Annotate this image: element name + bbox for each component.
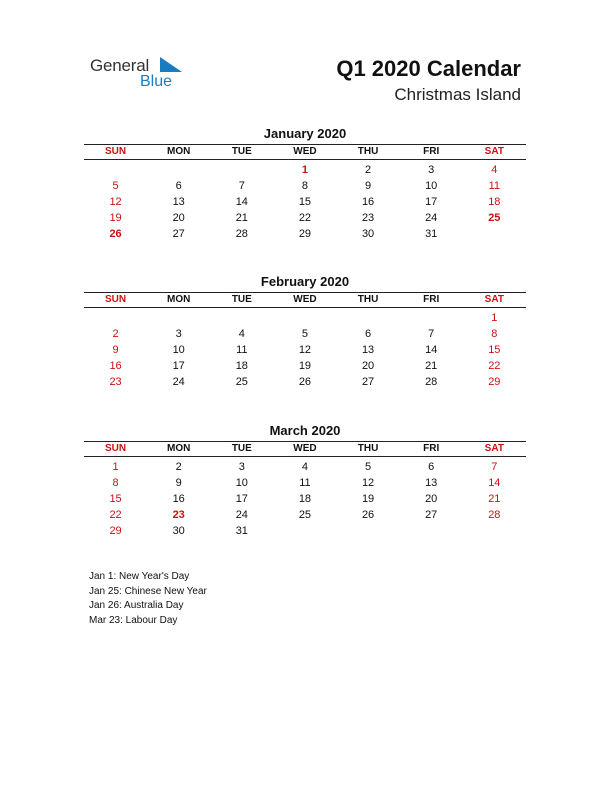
day-cell: 11 [299, 477, 311, 489]
day-cell: 12 [298, 344, 312, 356]
day-cell: 25 [488, 212, 501, 224]
day-cell: 5 [365, 461, 372, 473]
day-cell: 28 [235, 228, 248, 240]
day-cell: 2 [365, 164, 372, 176]
holiday-note: Jan 1: New Year's Day [89, 571, 190, 582]
weekday-sat: SAT [484, 294, 504, 305]
day-cell: 29 [488, 376, 501, 388]
day-cell: 29 [298, 228, 312, 240]
weekday-fri: FRI [423, 294, 440, 305]
day-cell: 10 [425, 180, 438, 192]
day-cell: 12 [361, 477, 375, 489]
day-cell: 6 [428, 461, 435, 473]
weekday-thu: THU [357, 146, 379, 157]
logo-general-text: General [90, 56, 150, 75]
day-cell: 15 [298, 196, 312, 208]
day-cell: 11 [236, 344, 248, 356]
day-cell: 14 [488, 477, 501, 489]
day-cell: 5 [301, 328, 308, 340]
day-cell: 21 [235, 212, 248, 224]
day-cell: 3 [175, 328, 182, 340]
page-title: Q1 2020 Calendar [336, 56, 521, 81]
holiday-note: Jan 25: Chinese New Year [89, 585, 207, 597]
day-cell: 6 [365, 328, 372, 340]
empty-cell [147, 310, 210, 326]
day-cell: 10 [172, 344, 185, 356]
empty-cell [337, 310, 400, 326]
day-cell: 20 [425, 493, 438, 505]
day-cell: 27 [361, 376, 375, 388]
day-cell: 17 [425, 196, 438, 208]
day-cell: 8 [301, 180, 308, 192]
weekday-sun: SUN [105, 443, 127, 454]
day-grid [84, 310, 526, 390]
day-cell: 15 [109, 493, 122, 505]
day-cell: 4 [301, 461, 308, 473]
day-cell: 6 [175, 180, 182, 192]
weekday-fri: FRI [423, 146, 440, 157]
day-cell: 21 [425, 360, 438, 372]
day-cell: 9 [175, 477, 182, 489]
weekday-thu: THU [357, 443, 379, 454]
day-cell: 23 [172, 509, 185, 521]
day-cell: 19 [361, 493, 375, 505]
day-cell: 7 [428, 328, 435, 340]
weekday-sun: SUN [105, 146, 127, 157]
weekday-tue: TUE [231, 294, 252, 305]
day-cell: 10 [235, 477, 248, 489]
logo [90, 56, 190, 96]
day-cell: 27 [172, 228, 185, 240]
empty-cell [84, 310, 147, 326]
day-cell: 4 [491, 164, 498, 176]
weekday-sat: SAT [484, 146, 504, 157]
holiday-notes [89, 570, 207, 628]
day-cell: 19 [298, 360, 312, 372]
day-cell: 18 [298, 493, 312, 505]
day-cell: 26 [298, 376, 312, 388]
day-cell: 2 [175, 461, 182, 473]
day-cell: 31 [425, 228, 438, 240]
day-cell: 21 [488, 493, 501, 505]
weekday-wed: WED [293, 443, 317, 454]
month-march [84, 421, 526, 539]
day-cell: 28 [488, 509, 501, 521]
day-cell: 24 [425, 212, 438, 224]
day-cell: 9 [365, 180, 372, 192]
empty-cell [400, 310, 463, 326]
month-title: January 2020 [263, 126, 347, 141]
month-february [84, 272, 526, 390]
day-cell: 1 [112, 461, 119, 473]
day-cell: 24 [172, 376, 185, 388]
day-cell: 14 [235, 196, 248, 208]
day-cell: 23 [109, 376, 122, 388]
day-cell: 2 [112, 328, 119, 340]
day-grid [84, 459, 526, 539]
day-cell: 13 [425, 477, 438, 489]
empty-cell [273, 310, 336, 326]
day-cell: 3 [238, 461, 245, 473]
day-cell: 23 [361, 212, 375, 224]
day-cell: 7 [238, 180, 245, 192]
empty-cell [210, 310, 273, 326]
day-cell: 17 [235, 493, 248, 505]
day-cell: 16 [361, 196, 375, 208]
weekday-sun: SUN [105, 294, 127, 305]
day-cell: 14 [425, 344, 438, 356]
day-cell: 22 [109, 509, 122, 521]
day-cell: 8 [112, 477, 119, 489]
day-cell: 29 [109, 525, 122, 537]
day-cell: 22 [488, 360, 501, 372]
day-cell: 16 [172, 493, 185, 505]
day-cell: 13 [172, 196, 185, 208]
weekday-header [84, 292, 526, 308]
day-cell: 7 [491, 461, 498, 473]
day-cell: 19 [109, 212, 122, 224]
weekday-wed: WED [293, 294, 317, 305]
day-cell: 26 [361, 509, 375, 521]
month-title: February 2020 [260, 274, 350, 289]
day-cell: 12 [109, 196, 122, 208]
day-cell: 9 [112, 344, 119, 356]
day-cell: 1 [301, 164, 308, 176]
day-cell: 22 [298, 212, 312, 224]
weekday-sat: SAT [484, 443, 504, 454]
day-cell: 15 [488, 344, 501, 356]
day-cell: 5 [112, 180, 119, 192]
weekday-header [84, 441, 526, 457]
empty-cell [147, 162, 210, 178]
day-cell: 25 [235, 376, 248, 388]
day-cell: 24 [235, 509, 248, 521]
day-cell: 26 [109, 228, 122, 240]
holiday-note: Jan 26: Australia Day [89, 600, 184, 611]
logo-blue-text: Blue [140, 73, 173, 90]
weekday-tue: TUE [231, 146, 252, 157]
day-cell: 16 [109, 360, 122, 372]
day-cell: 3 [428, 164, 435, 176]
weekday-wed: WED [293, 146, 317, 157]
day-cell: 28 [425, 376, 438, 388]
day-cell: 30 [172, 525, 185, 537]
day-cell: 20 [361, 360, 375, 372]
weekday-fri: FRI [423, 443, 440, 454]
logo-flag-icon [160, 57, 182, 73]
weekday-tue: TUE [231, 443, 252, 454]
day-cell: 30 [361, 228, 375, 240]
day-cell: 20 [172, 212, 185, 224]
weekday-header [84, 144, 526, 160]
month-title: March 2020 [269, 423, 341, 438]
weekday-mon: MON [167, 443, 191, 454]
day-cell: 31 [235, 525, 248, 537]
day-cell: 18 [235, 360, 248, 372]
empty-cell [210, 162, 273, 178]
day-cell: 13 [361, 344, 375, 356]
day-grid [84, 162, 526, 242]
day-cell: 4 [238, 328, 245, 340]
month-january [84, 124, 526, 242]
weekday-mon: MON [167, 146, 191, 157]
weekday-mon: MON [167, 294, 191, 305]
page-subtitle: Christmas Island [394, 85, 521, 104]
day-cell: 27 [425, 509, 438, 521]
day-cell: 1 [491, 312, 498, 324]
day-cell: 11 [488, 180, 501, 192]
holiday-note: Mar 23: Labour Day [89, 614, 178, 626]
day-cell: 17 [172, 360, 185, 372]
weekday-thu: THU [357, 294, 379, 305]
day-cell: 8 [491, 328, 498, 340]
day-cell: 18 [488, 196, 501, 208]
day-cell: 25 [298, 509, 312, 521]
empty-cell [84, 162, 147, 178]
